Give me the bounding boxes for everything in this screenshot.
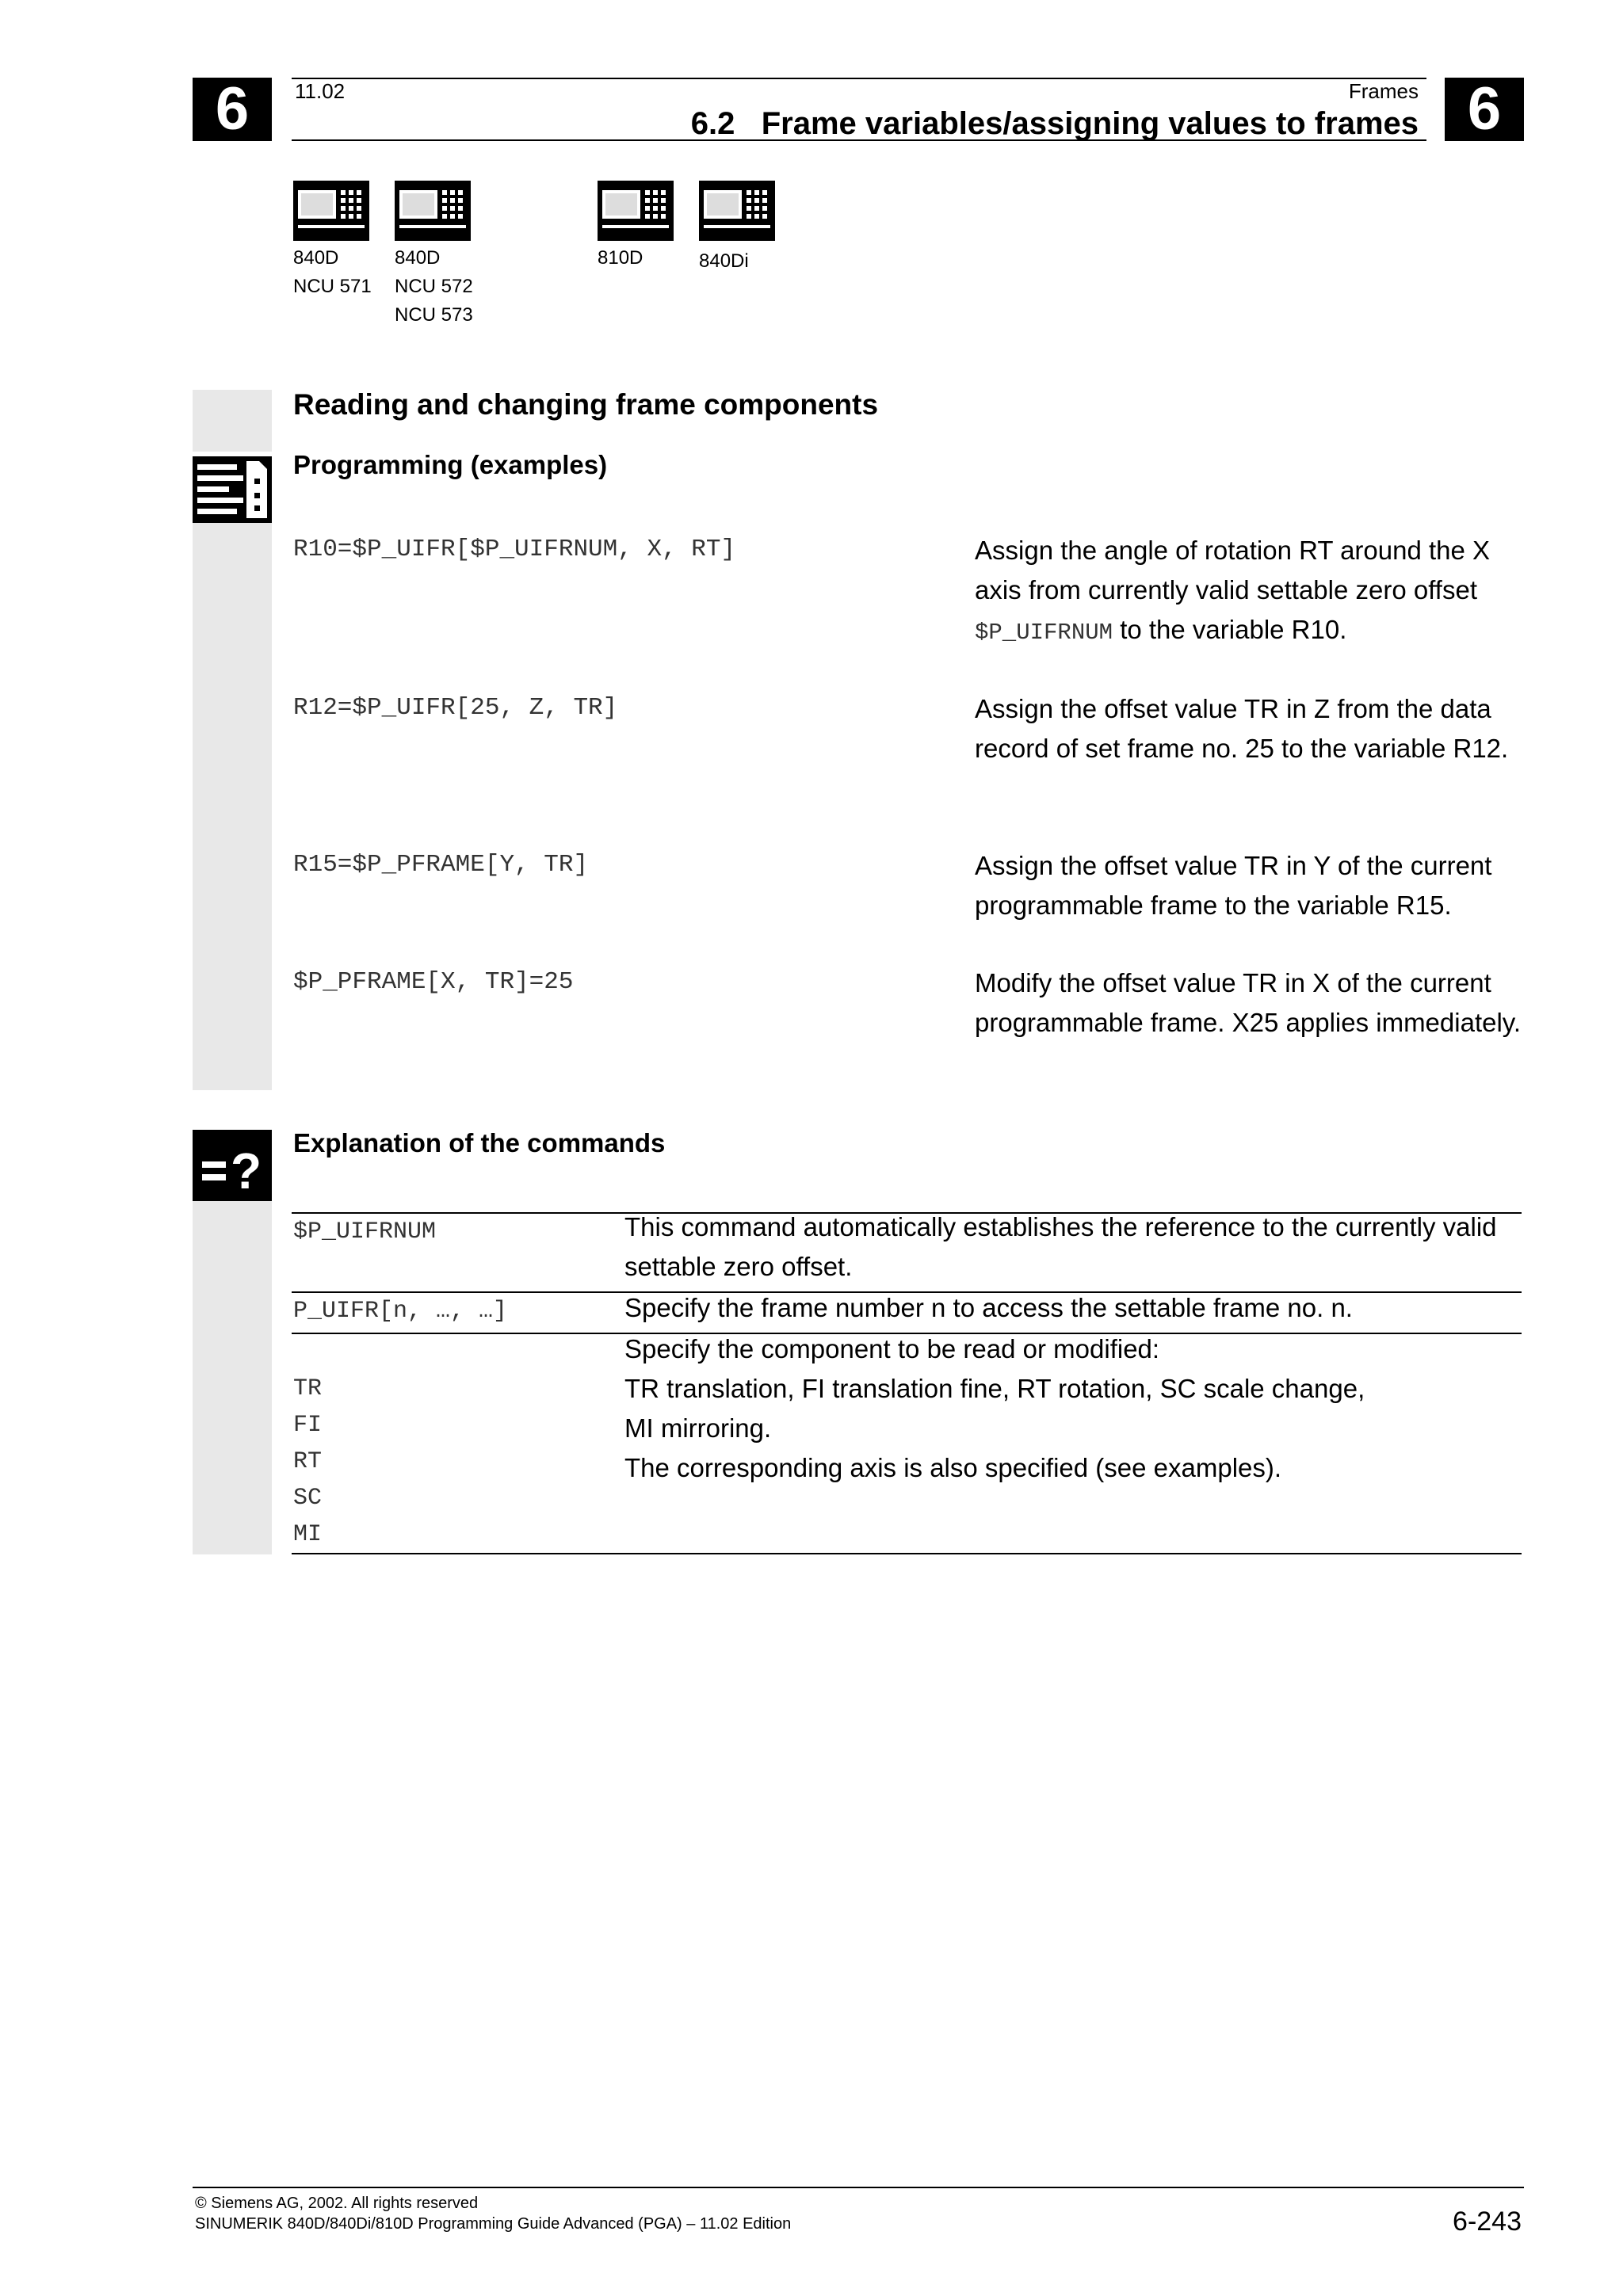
control-panel-icon <box>598 181 674 241</box>
margin-bar-explanation <box>193 1201 272 1554</box>
example-desc-3: Assign the offset value TR in Y of the current programmable frame to the variable R15. <box>975 851 1492 920</box>
example-desc-1-text: Assign the angle of rotation RT around the X axis from currently valid settable zero offset <box>975 536 1491 605</box>
header-top-rule <box>292 78 1426 79</box>
control-panel-icon <box>699 181 775 241</box>
chapter-topic: Frames <box>1348 79 1419 103</box>
footer-rule <box>193 2187 1524 2188</box>
example-code-3: R15=$P_PFRAME[Y, TR] <box>293 851 589 879</box>
table-row-desc-3: Specify the component to be read or modified: TR translation, FI translation fine, RT rotation, SC scale change, MI mirroring. The corresponding axis is also specified (see examples). <box>624 1334 1365 1482</box>
table-row-command-3: TR FI RT SC MI <box>293 1375 323 1548</box>
explanation-title: Explanation of the commands <box>293 1128 666 1158</box>
programming-subtitle: Programming (examples) <box>293 450 608 479</box>
table-row-command-1: $P_UIFRNUM <box>293 1219 437 1245</box>
table-row-desc-2: Specify the frame number n to access the settable frame no. n. <box>624 1293 1353 1322</box>
example-desc-1-code: $P_UIFRNUM <box>975 620 1113 646</box>
footer-copyright: © Siemens AG, 2002. All rights reserved <box>195 2195 479 2212</box>
example-desc-1-tail: to the variable R10. <box>1113 615 1347 644</box>
margin-bar-top <box>193 390 272 452</box>
section-title: Reading and changing frame components <box>293 388 879 421</box>
chapter-number-left: 6 <box>193 78 272 141</box>
page-number: 6-243 <box>1453 2206 1522 2237</box>
table-row-desc-1: This command automatically establishes the reference to the currently valid settable zero offset. <box>624 1212 1497 1281</box>
explanation-icon <box>193 1130 272 1201</box>
edition-date: 11.02 <box>295 79 346 103</box>
control-label-840d-ncu571: 840D NCU 571 <box>293 247 372 297</box>
section-heading: 6.2 Frame variables/assigning values to frames <box>690 106 1419 141</box>
example-desc-2: Assign the offset value TR in Z from the data record of set frame no. 25 to the variable R12. <box>975 694 1509 763</box>
control-label-810d: 810D <box>598 247 643 269</box>
program-listing-icon <box>193 456 272 523</box>
margin-bar-examples <box>193 523 272 1090</box>
example-desc-1 <box>975 531 1522 653</box>
control-label-840di: 840Di <box>699 250 749 272</box>
chapter-number-right: 6 <box>1445 78 1524 141</box>
footer-document: SINUMERIK 840D/840Di/810D Programming Guide Advanced (PGA) – 11.02 Edition <box>195 2215 792 2233</box>
example-code-1: R10=$P_UIFR[$P_UIFRNUM, X, RT] <box>293 536 736 563</box>
control-panel-icon <box>293 181 369 241</box>
svg-text:?: ? <box>231 1142 262 1199</box>
example-code-4: $P_PFRAME[X, TR]=25 <box>293 968 574 996</box>
example-code-2: R12=$P_UIFR[25, Z, TR] <box>293 694 618 722</box>
table-row-command-2: P_UIFR[n, …, …] <box>293 1298 508 1325</box>
control-label-840d-ncu572-573: 840D NCU 572 NCU 573 <box>395 247 473 326</box>
table-rule-bottom <box>292 1553 1522 1554</box>
control-panel-icon <box>395 181 471 241</box>
example-desc-4: Modify the offset value TR in X of the current programmable frame. X25 applies immediately. <box>975 968 1522 1037</box>
